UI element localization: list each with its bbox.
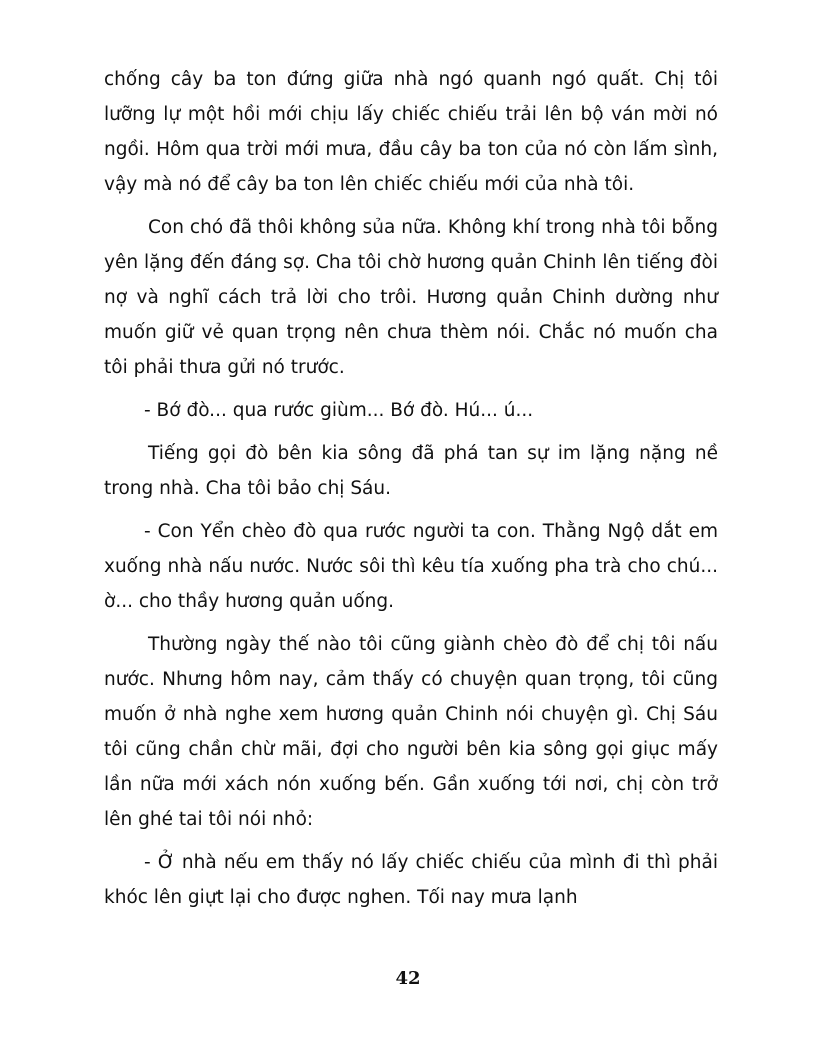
paragraph-6: Thường ngày thế nào tôi cũng giành chèo đò để chị tôi nấu nước. Nhưng hôm nay, cảm thấy có chuyện quan trọng, tôi cũng muốn ở nhà nghe xem hương quản Chinh nói chuyện gì. Chị Sáu tôi cũng chần chừ mãi, đợi cho người bên kia sông gọi giục mấy lần nữa mới xách nón xuống bến. Gần xuống tới nơi, chị còn trở lên ghé tai tôi nói nhỏ: bbox=[104, 634, 718, 830]
paragraph-7-dialogue: - Ở nhà nếu em thấy nó lấy chiếc chiếu của mình đi thì phải khóc lên giựt lại cho được nghen. Tối nay mưa lạnh bbox=[104, 852, 718, 908]
paragraph-3-dialogue: - Bớ đò... qua rước giùm... Bớ đò. Hú... ú... bbox=[144, 400, 534, 421]
page-body bbox=[104, 62, 718, 923]
paragraph-2: Con chó đã thôi không sủa nữa. Không khí trong nhà tôi bỗng yên lặng đến đáng sợ. Cha tôi chờ hương quản Chinh lên tiếng đòi nợ và nghĩ cách trả lời cho trôi. Hương quản Chinh dường như muốn giữ vẻ quan trọng nên chưa thèm nói. Chắc nó muốn cha tôi phải thưa gửi nó trước. bbox=[104, 217, 718, 378]
paragraph-1: chống cây ba ton đứng giữa nhà ngó quanh ngó quất. Chị tôi lưỡng lự một hồi mới chịu lấy chiếc chiếu trải lên bộ ván mời nó ngồi. Hôm qua trời mới mưa, đầu cây ba ton của nó còn lấm sình, vậy mà nó để cây ba ton lên chiếc chiếu mới của nhà tôi. bbox=[104, 69, 718, 195]
paragraph-4: Tiếng gọi đò bên kia sông đã phá tan sự im lặng nặng nề trong nhà. Cha tôi bảo chị Sáu. bbox=[104, 443, 718, 499]
paragraph-5-dialogue: - Con Yển chèo đò qua rước người ta con. Thằng Ngộ dắt em xuống nhà nấu nước. Nước sôi thì kêu tía xuống pha trà cho chú... ờ... cho thầy hương quản uống. bbox=[104, 521, 718, 612]
page-number: 42 bbox=[395, 968, 421, 989]
